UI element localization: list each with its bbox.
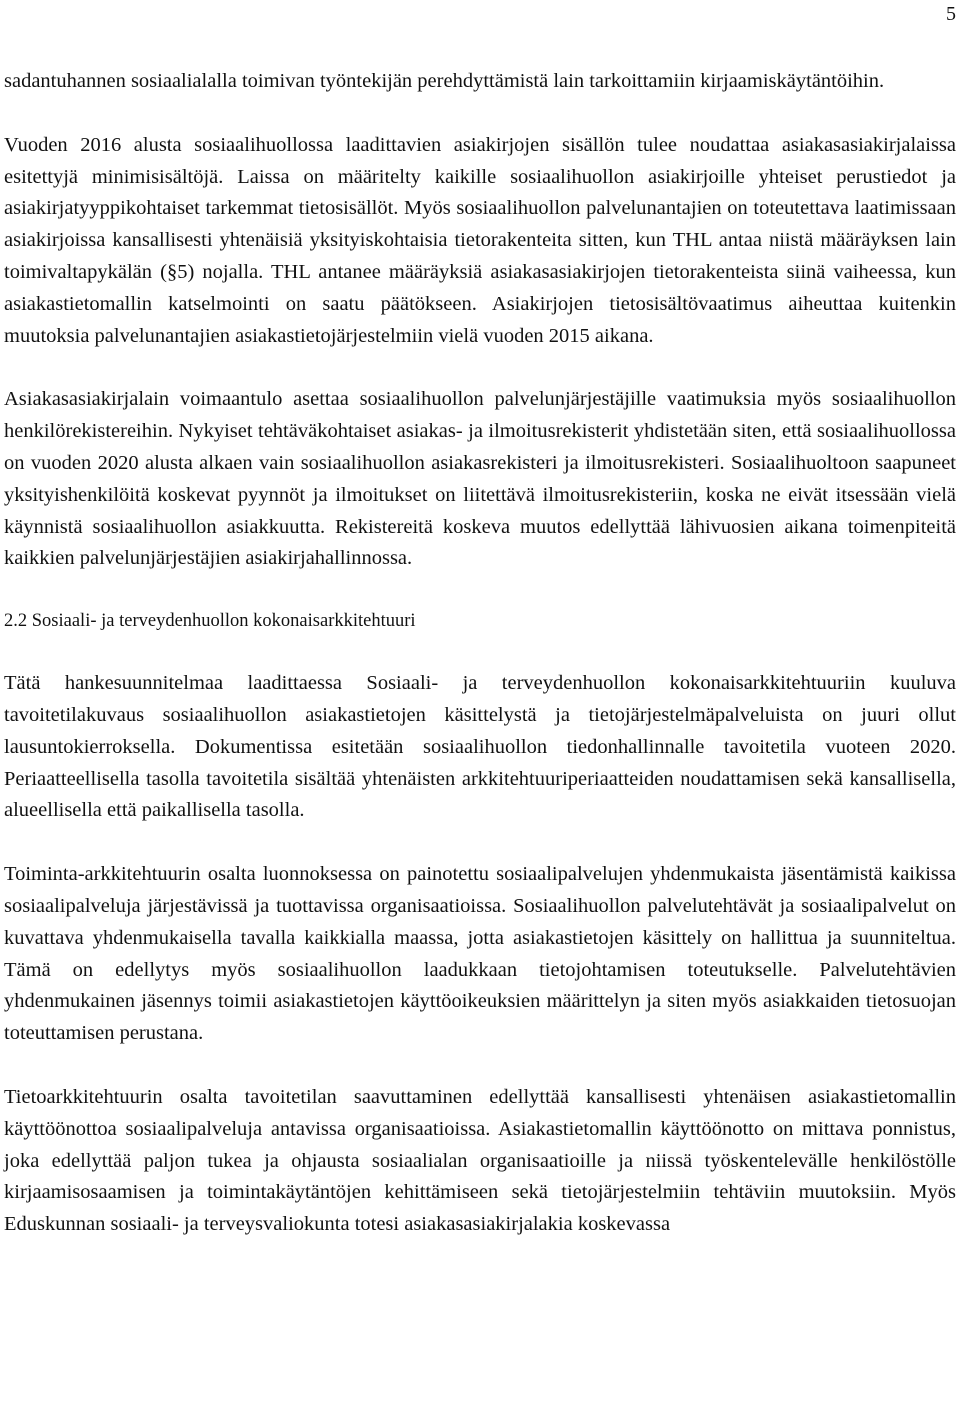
document-body [4, 66, 956, 1241]
paragraph-2: Vuoden 2016 alusta sosiaalihuollossa laadittavien asiakirjojen sisällön tulee noudattaa asiakasasiakirjalaissa esitettyjä minimisisältöjä. Laissa on määritelty kaikille sosiaalihuollon asiakirjoille yhteiset perustiedot ja asiakirjatyyppikohtaiset tarkemmat tietosisällöt. Myös sosiaalihuollon palvelunantajien on toteutettava laatimissaan asiakirjoissa kansallisesti yhtenäisiä yksityiskohtaisia tietorakenteita sitten, kun THL antaa niistä määräyksen lain toimivaltapykälän (§5) nojalla. THL antanee määräyksiä asiakasasiakirjojen tietorakenteista siinä vaiheessa, kun asiakastietomallin katselmointi on saatu päätökseen. Asiakirjojen tietosisältövaatimus aiheuttaa kuitenkin muutoksia palvelunantajien asiakastietojärjestelmiin vielä vuoden 2015 aikana. [4, 133, 956, 347]
paragraph-1: sadantuhannen sosiaalialalla toimivan työntekijän perehdyttämistä lain tarkoittamiin kirjaamiskäytäntöihin. [4, 70, 885, 92]
paragraph-3: Asiakasasiakirjalain voimaantulo asettaa sosiaalihuollon palvelunjärjestäjille vaatimuksia myös sosiaalihuollon henkilörekistereihin. Nykyiset tehtäväkohtaiset asiakas- ja ilmoitusrekisterit yhdistetään siten, että sosiaalihuollossa on vuoden 2020 alusta alkaen vain sosiaalihuollon asiakasrekisteri ja ilmoitusrekisteri. Sosiaalihuoltoon saapuneet yksityishenkilöitä koskevat pyynnöt ja ilmoitukset on liitettävä ilmoitusrekisteriin, koska ne eivät itsessään vielä käynnistä sosiaalihuollon asiakkuutta. Rekistereitä koskeva muutos edellyttää lähivuosien aikana toimenpiteitä kaikkien palvelunjärjestäjien asiakirjahallinnossa. [4, 388, 956, 570]
section-heading: 2.2 Sosiaali- ja terveydenhuollon kokonaisarkkitehtuuri [4, 611, 416, 632]
section-paragraph-3: Tietoarkkitehtuurin osalta tavoitetilan saavuttaminen edellyttää kansallisesti yhtenäisen asiakastietomallin käyttöönottoa sosiaalipalveluja antavissa organisaatioissa. Asiakastietomallin käyttöönotto on mittava ponnistus, joka edellyttää paljon tukea ja ohjausta sosiaalialan organisaatioille ja niissä työskentelevälle henkilöstölle kirjaamisosaamisen ja toimintakäytäntöjen kehittämiseen sekä tietojärjestelmiin tehtäviin muutoksiin. Myös Eduskunnan sosiaali- ja terveysvaliokunta totesi asiakasasiakirjalakia koskevassa [4, 1085, 956, 1236]
section-paragraph-2: Toiminta-arkkitehtuurin osalta luonnoksessa on painotettu sosiaalipalvelujen yhdenmukaista jäsentämistä kaikissa sosiaalipalveluja järjestävissä ja tuottavissa organisaatioissa. Sosiaalihuollon palvelutehtävät ja sosiaalipalvelut on kuvattava yhdenmukaisella tavalla kaikkialla maassa, jotta asiakastietojen käsittely on hallittua ja suunniteltua. Tämä on edellytys myös sosiaalihuollon laadukkaan tietojohtamisen toteutukselle. Palvelutehtävien yhdenmukainen jäsennys toimii asiakastietojen käyttöoikeuksien määrittelyn ja siten myös asiakkaiden tietosuojan toteuttamisen perustana. [4, 863, 956, 1045]
section-paragraph-1: Tätä hankesuunnitelmaa laadittaessa Sosiaali- ja terveydenhuollon kokonaisarkkitehtuuriin kuuluva tavoitetilakuvaus sosiaalihuollon asiakastietojen käsittelystä ja tietojärjestelmäpalveluista on juuri ollut lausuntokierroksella. Dokumentissa esitetään sosiaalihuollon tiedonhallinnalle tavoitetila vuoteen 2020. Periaatteellisella tasolla tavoitetila sisältää yhtenäisten arkkitehtuuriperiaatteiden noudattamisen sekä kansallisella, alueellisella että paikallisella tasolla. [4, 672, 956, 822]
page-number: 5 [946, 3, 956, 25]
